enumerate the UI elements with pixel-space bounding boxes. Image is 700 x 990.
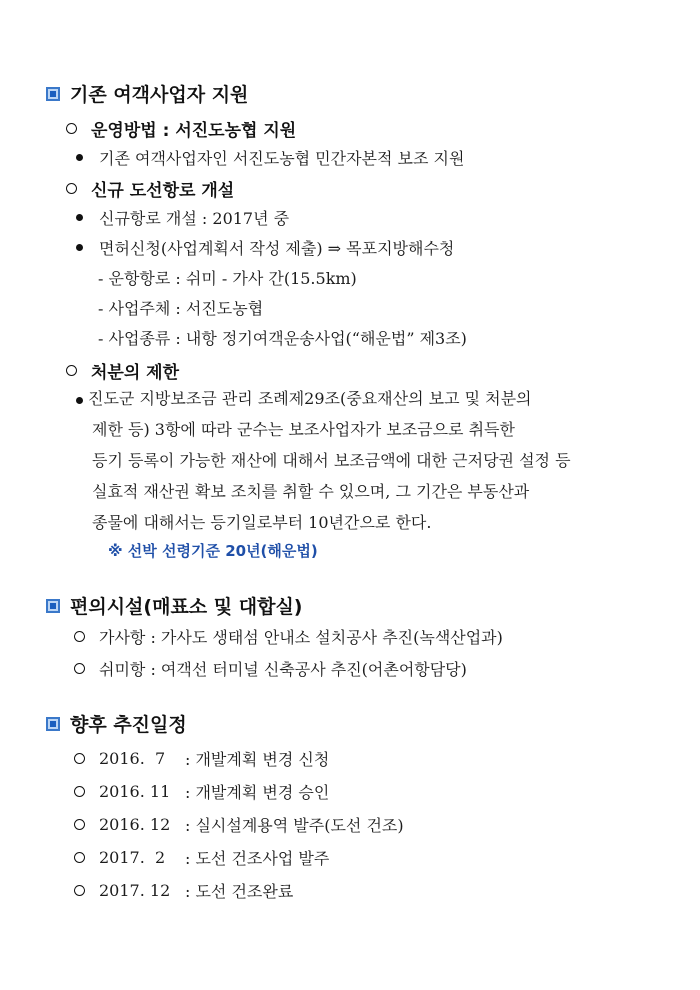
- subheading-operation: [66, 116, 296, 141]
- section-heading-schedule: [46, 710, 187, 737]
- square-bullet-icon: [46, 87, 60, 101]
- circle-bullet-icon: [74, 885, 85, 896]
- paragraph-line: 등기 등록이 가능한 재산에 대해서 보조금액에 대한 근저당권 설정 등: [92, 451, 571, 470]
- circle-bullet-icon: [74, 753, 85, 764]
- list-item: [74, 625, 503, 648]
- schedule-task: : 실시설계용역 발주(도선 건조): [185, 816, 404, 835]
- dot-bullet-icon: [76, 244, 83, 251]
- dash-item: [98, 266, 357, 289]
- square-bullet-icon: [46, 599, 60, 613]
- dot-bullet-icon: [76, 154, 83, 161]
- schedule-date: 2016. 11: [99, 782, 171, 801]
- circle-bullet-icon: [74, 631, 85, 642]
- circle-bullet-icon: [66, 365, 77, 376]
- list-item: [76, 146, 464, 169]
- subheading-text: 처분의 제한: [91, 363, 180, 383]
- section-heading-existing-operator: [46, 80, 248, 107]
- section-title: 기존 여객사업자 지원: [70, 84, 249, 106]
- disposal-paragraph: [88, 383, 648, 538]
- list-item: [76, 236, 454, 259]
- schedule-task: : 개발계획 변경 승인: [185, 783, 330, 802]
- schedule-row: [74, 879, 293, 902]
- list-item: [76, 206, 289, 229]
- paragraph-line: 종물에 대해서는 등기일로부터 10년간으로 한다.: [92, 513, 432, 532]
- square-bullet-icon: [46, 717, 60, 731]
- schedule-row: [74, 780, 329, 803]
- circle-bullet-icon: [66, 123, 77, 134]
- schedule-date: 2017. 2: [99, 848, 166, 867]
- subheading-text: 운영방법 : 서진도농협 지원: [91, 121, 297, 141]
- paragraph-line: 진도군 지방보조금 관리 조례제29조(중요재산의 보고 및 처분의: [88, 389, 532, 408]
- circle-bullet-icon: [74, 819, 85, 830]
- circle-bullet-icon: [66, 183, 77, 194]
- list-item-text: 면허신청(사업계획서 작성 제출) ⇒ 목포지방해수청: [99, 239, 455, 258]
- list-item-text: 기존 여객사업자인 서진도농협 민간자본적 보조 지원: [99, 149, 465, 168]
- subheading-new-route: [66, 176, 234, 201]
- subheading-disposal-limit: [66, 358, 179, 383]
- dash-item-text: - 사업종류 : 내항 정기여객운송사업(“해운법” 제3조): [98, 329, 467, 348]
- vessel-age-note: ※ 선박 선령기준 20년(해운법): [108, 542, 318, 560]
- schedule-row: [74, 846, 329, 869]
- dot-bullet-icon: [76, 397, 83, 404]
- dash-item: [98, 296, 263, 319]
- subheading-text: 신규 도선항로 개설: [91, 181, 235, 201]
- schedule-date: 2017. 12: [99, 881, 171, 900]
- list-item-text: 가사항 : 가사도 생태섬 안내소 설치공사 추진(녹색산업과): [99, 628, 503, 647]
- circle-bullet-icon: [74, 852, 85, 863]
- list-item-text: 신규항로 개설 : 2017년 중: [99, 209, 290, 228]
- schedule-row: [74, 813, 404, 836]
- schedule-task: : 개발계획 변경 신청: [185, 750, 330, 769]
- list-item-text: 쉬미항 : 여객선 터미널 신축공사 추진(어촌어항담당): [99, 660, 467, 679]
- paragraph-line: 실효적 재산권 확보 조치를 취할 수 있으며, 그 기간은 부동산과: [92, 482, 530, 501]
- section-title: 편의시설(매표소 및 대합실): [70, 596, 303, 618]
- dash-item-text: - 운항항로 : 쉬미 - 가사 간(15.5km): [98, 269, 357, 288]
- circle-bullet-icon: [74, 786, 85, 797]
- list-item: [74, 657, 467, 680]
- dash-item-text: - 사업주체 : 서진도농협: [98, 299, 264, 318]
- section-title: 향후 추진일정: [70, 714, 187, 736]
- section-heading-facilities: [46, 592, 303, 619]
- schedule-task: : 도선 건조사업 발주: [185, 849, 330, 868]
- circle-bullet-icon: [74, 663, 85, 674]
- paragraph-line: 제한 등) 3항에 따라 군수는 보조사업자가 보조금으로 취득한: [92, 420, 515, 439]
- schedule-date: 2016. 12: [99, 815, 171, 834]
- schedule-task: : 도선 건조완료: [185, 882, 294, 901]
- schedule-row: [74, 747, 329, 770]
- dot-bullet-icon: [76, 214, 83, 221]
- schedule-date: 2016. 7: [99, 749, 166, 768]
- dash-item: [98, 326, 467, 349]
